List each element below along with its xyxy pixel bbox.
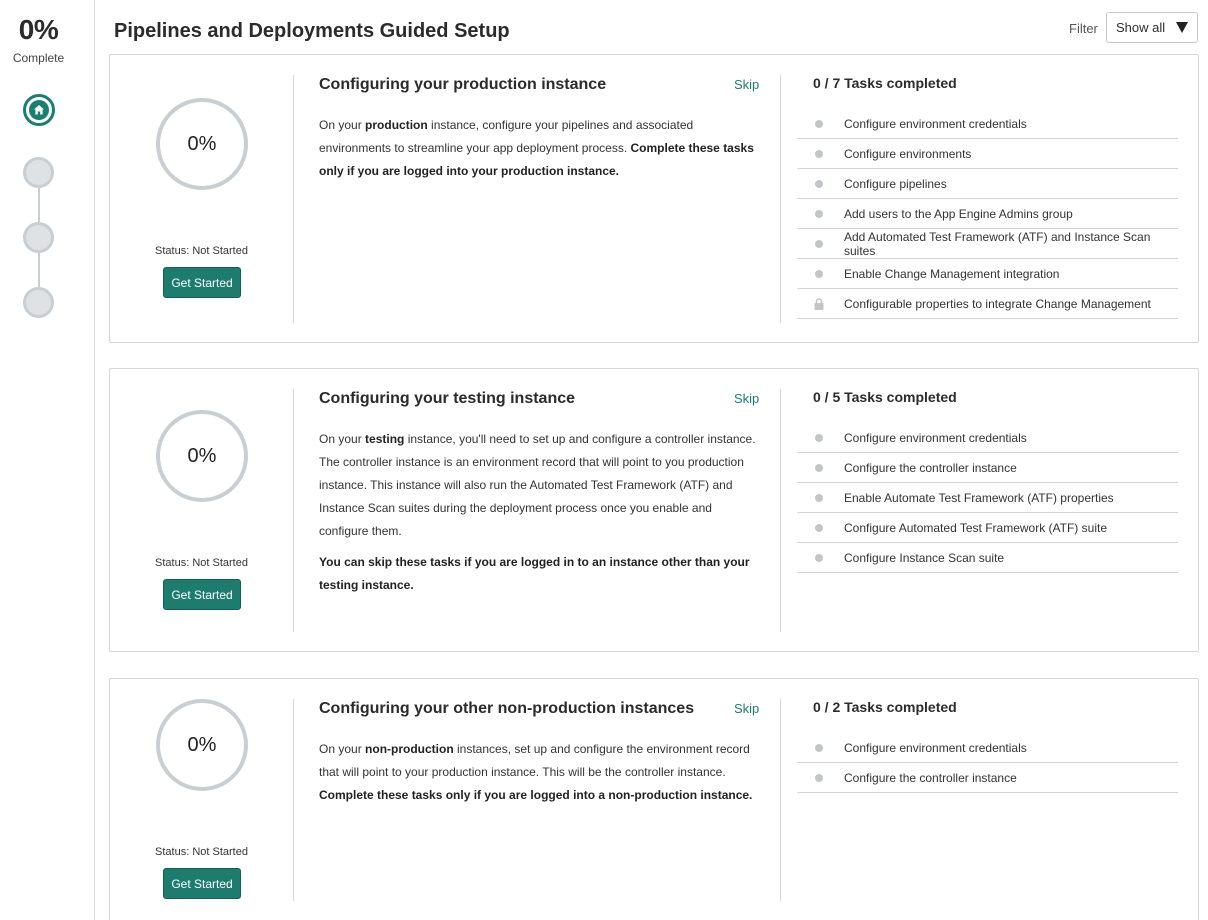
task-status-dot-icon [815,210,823,218]
task-item[interactable]: Configure the controller instance [797,763,1178,793]
divider [293,389,294,632]
status-text: Status: Not Started [155,846,248,858]
progress-ring: 0% [156,98,248,190]
skip-link[interactable]: Skip [734,701,760,716]
task-status-dot-icon [815,240,823,248]
card-testing [109,368,1199,652]
task-status-dot-icon [815,120,823,128]
task-status-dot-icon [815,270,823,278]
task-list [797,733,1178,793]
progress-ring: 0% [156,410,248,502]
task-item[interactable]: Enable Change Management integration [797,259,1178,289]
task-status-dot-icon [815,434,823,442]
card-title: Configuring your other non-production instances [319,700,695,717]
filter-select[interactable] [1106,12,1198,43]
progress-rail [0,0,95,920]
filter-select-value: Show all [1116,20,1166,35]
task-item[interactable]: Add users to the App Engine Admins group [797,199,1178,229]
card-title: Configuring your testing instance [319,390,576,407]
task-item[interactable]: Add Automated Test Framework (ATF) and Instance Scan suites [797,229,1178,259]
task-item[interactable]: Configure Instance Scan suite [797,543,1178,573]
task-item[interactable]: Configure environments [797,139,1178,169]
overall-progress-label: Complete [12,51,65,65]
task-item[interactable]: Configure the controller instance [797,453,1178,483]
divider [293,75,294,323]
task-item[interactable]: Configure Automated Test Framework (ATF) suite [797,513,1178,543]
task-item[interactable]: Configure environment credentials [797,109,1178,139]
home-icon [29,100,49,120]
get-started-button[interactable]: Get Started [163,868,241,899]
divider [780,699,781,901]
page-title: Pipelines and Deployments Guided Setup [114,20,510,42]
card-production [109,54,1199,343]
step-production[interactable] [23,157,54,188]
filter-label: Filter [1069,21,1098,36]
get-started-button[interactable]: Get Started [163,267,241,298]
lock-icon [814,298,824,310]
get-started-button[interactable]: Get Started [163,579,241,610]
task-status-dot-icon [815,180,823,188]
task-status-dot-icon [815,524,823,532]
overall-progress-percent: 0% [18,14,59,45]
tasks-heading: 0 / 2 Tasks completed [813,699,957,715]
task-status-dot-icon [815,150,823,158]
card-description: On your production instance, configure your pipelines and associated environments to streamline your app deployment process. Complete these tasks only if you are logged into your production instance. [319,118,754,178]
task-status-dot-icon [815,494,823,502]
caret-down-icon [1176,22,1188,33]
divider [780,75,781,323]
step-testing[interactable] [23,222,54,253]
task-status-dot-icon [815,744,823,752]
skip-link[interactable]: Skip [734,77,760,92]
status-text: Status: Not Started [155,245,248,257]
card-description: On your testing instance, you'll need to set up and configure a controller instance. The controller instance is an environment record that will point to you production instance. This instance will also run the Automated Test Framework (ATF) and Instance Scan suites during the deployment process once you enable and configure them. You can skip these tasks if you are logged in to an instance other than your testing instance. [319,432,756,592]
tasks-heading: 0 / 7 Tasks completed [813,75,957,91]
task-item[interactable]: Enable Automate Test Framework (ATF) properties [797,483,1178,513]
skip-link[interactable]: Skip [734,391,760,406]
task-status-dot-icon [815,554,823,562]
step-non-production[interactable] [23,287,54,318]
task-status-dot-icon [815,464,823,472]
card-title: Configuring your production instance [319,76,607,93]
task-item[interactable]: Configure environment credentials [797,733,1178,763]
home-step[interactable] [23,94,55,126]
card-non-production [109,678,1199,920]
status-text: Status: Not Started [155,557,248,569]
task-item[interactable]: Configure pipelines [797,169,1178,199]
task-list [797,423,1178,573]
tasks-heading: 0 / 5 Tasks completed [813,389,957,405]
task-list [797,109,1178,319]
task-status-dot-icon [815,774,823,782]
card-description: On your non-production instances, set up and configure the environment record that will point to your production instance. This will be the controller instance. Complete these tasks only if you are logged into a non-production instance. [319,742,753,802]
task-item[interactable]: Configure environment credentials [797,423,1178,453]
task-item-locked: Configurable properties to integrate Change Management [797,289,1178,319]
divider [293,699,294,901]
progress-ring: 0% [156,699,248,791]
divider [780,389,781,632]
